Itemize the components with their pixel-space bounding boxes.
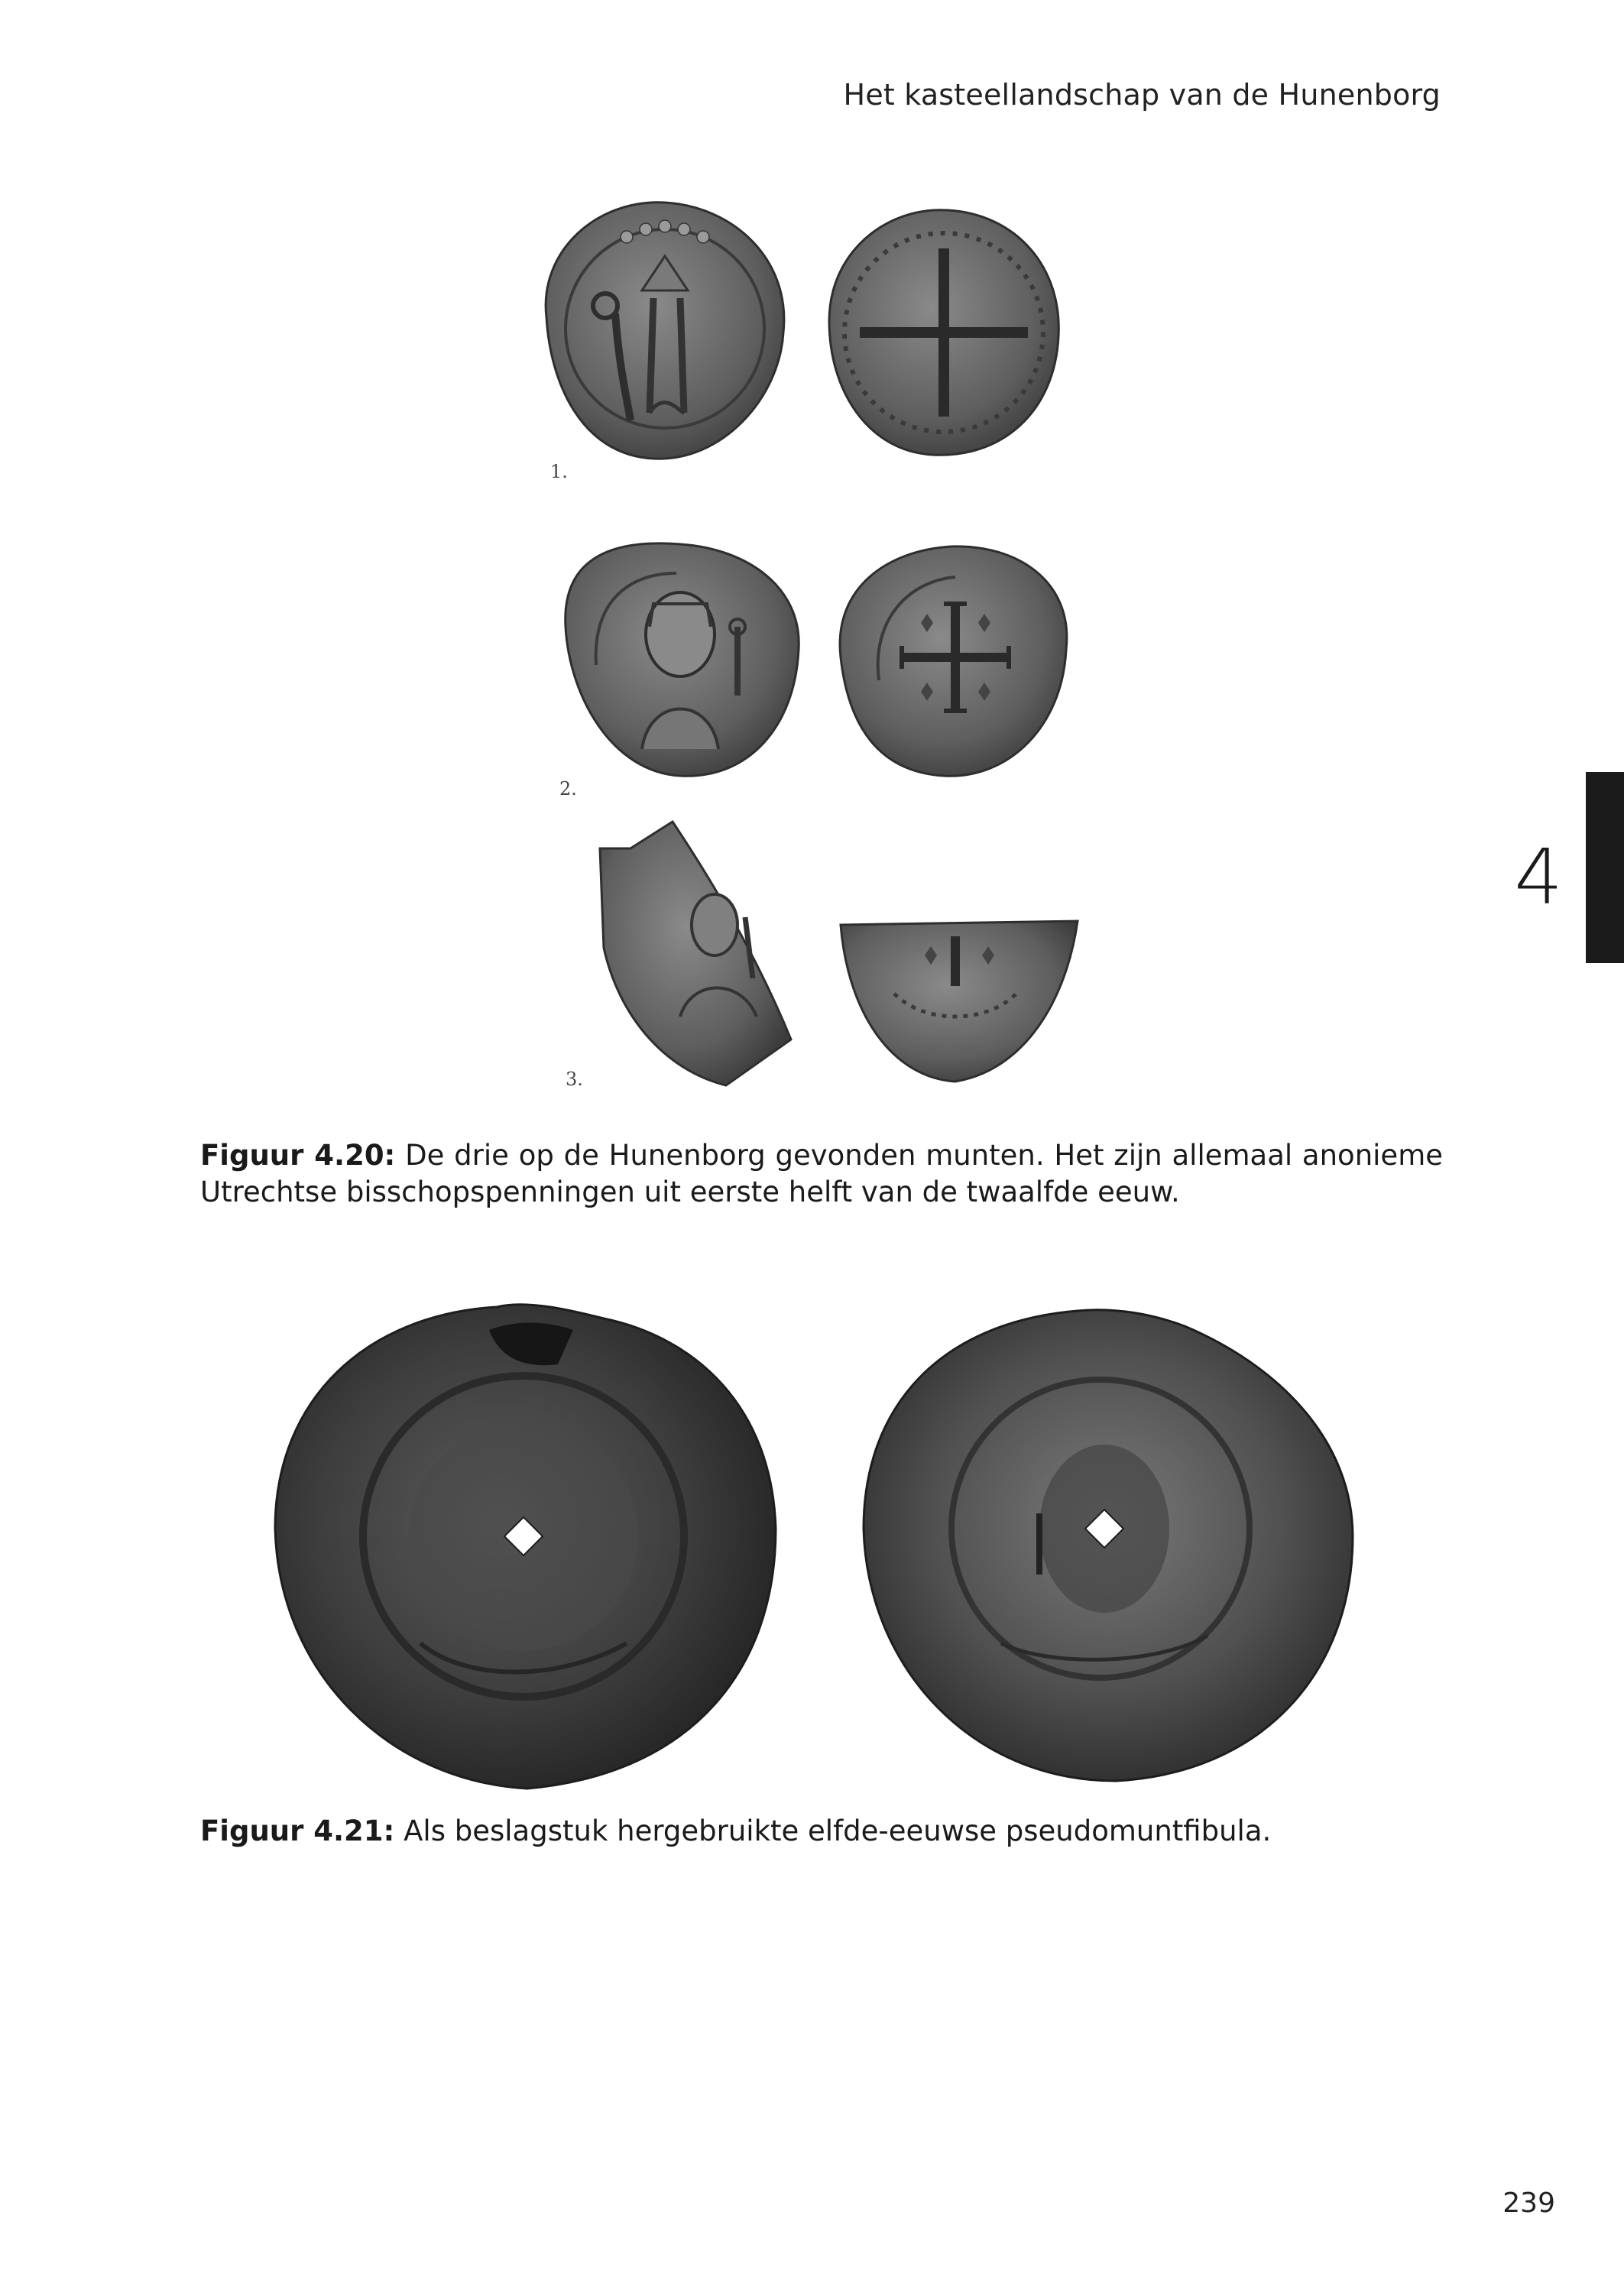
fibula-photo [267,1284,1399,1804]
coin-2-reverse [840,546,1067,776]
coin-label-3: 3. [566,1069,583,1090]
figure-4-20-caption [200,1137,1443,1211]
coin-3-obverse-fragment [600,822,791,1085]
coins-photo [527,191,1123,1108]
figure-4-20-caption-label: Figuur 4.20: [200,1139,396,1172]
chapter-number: 4 [1514,832,1563,922]
coin-label-1: 1. [550,461,568,482]
coin-2-obverse [566,543,799,776]
figure-4-21-caption [200,1813,1443,1850]
fibula-front [275,1305,776,1789]
figure-4-21-caption-text: Als beslagstuk hergebruikte elfde-eeuwse pseudomuntfibula. [404,1815,1272,1847]
figure-4-20-coins [527,191,1123,1108]
coin-1-reverse [829,210,1058,456]
figure-4-20-caption-text: De drie op de Hunenborg gevonden munten. Het zijn allemaal anonieme Utrechtse bisschopspenningen uit eerste helft van de twaalfde eeuw. [200,1139,1443,1208]
figure-4-21-fibula [267,1284,1399,1804]
coin-label-2: 2. [559,778,577,799]
fibula-back [864,1310,1353,1781]
coin-1-obverse [546,203,784,459]
chapter-tab [1586,772,1624,963]
coin-3-reverse-fragment [841,921,1078,1082]
page-number: 239 [1502,2188,1555,2219]
figure-4-21-caption-label: Figuur 4.21: [200,1815,395,1847]
running-header: Het kasteellandschap van de Hunenborg [843,78,1441,112]
